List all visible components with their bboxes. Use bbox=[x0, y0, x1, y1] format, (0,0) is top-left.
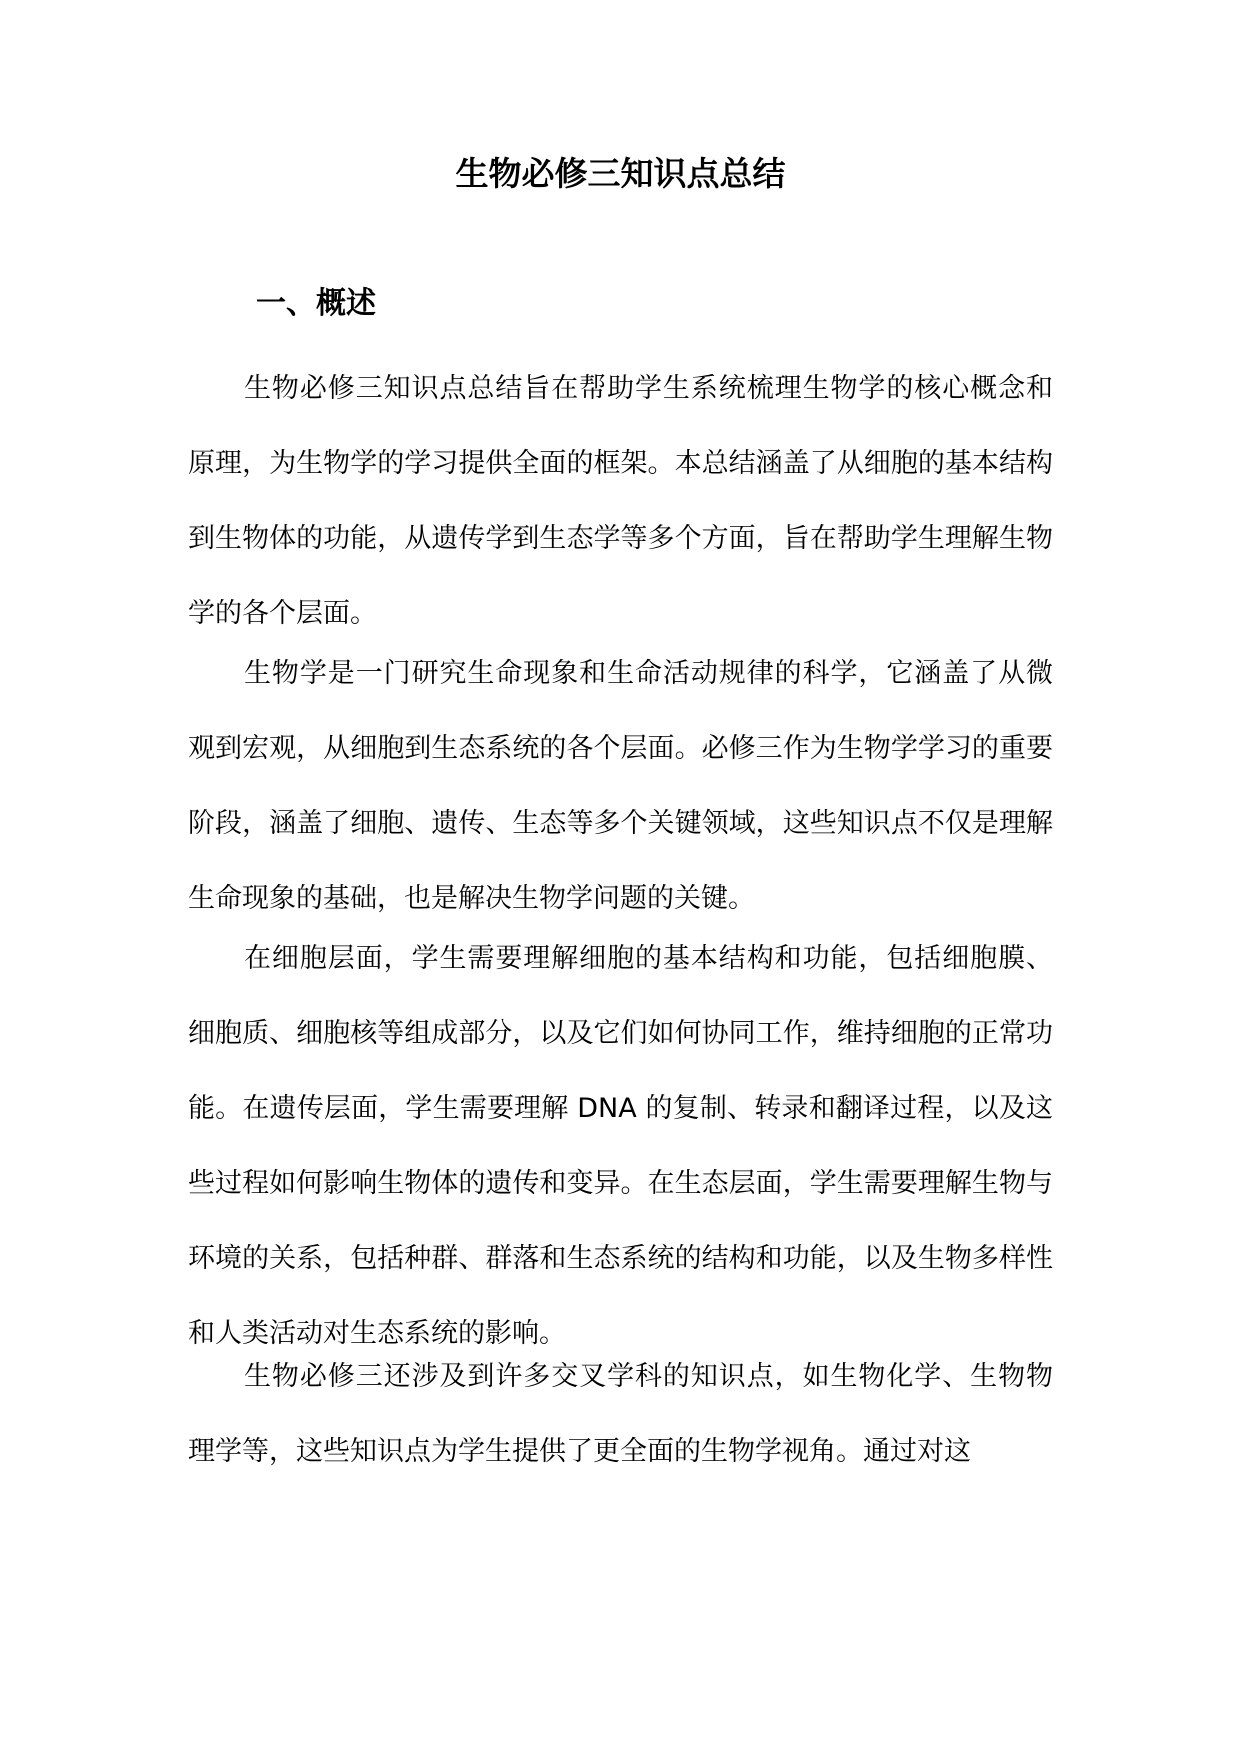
document-title: 生物必修三知识点总结 bbox=[455, 154, 786, 193]
paragraph-overview-4: 生物必修三还涉及到许多交叉学科的知识点，如生物化学、生物物理学等，这些知识点为学生提供了更全面的生物学视角。通过对这 bbox=[188, 1361, 1053, 1467]
paragraph-overview-2: 生物学是一门研究生命现象和生命活动规律的科学，它涵盖了从微观到宏观，从细胞到生态系统的各个层面。必修三作为生物学学习的重要阶段，涵盖了细胞、遗传、生态等多个关键领域，这些知识点不仅是理解生命现象的基础，也是解决生物学问题的关键。 bbox=[188, 658, 1053, 914]
paragraph-overview-3: 在细胞层面，学生需要理解细胞的基本结构和功能，包括细胞膜、细胞质、细胞核等组成部分，以及它们如何协同工作，维持细胞的正常功能。在遗传层面，学生需要理解 DNA 的复制、转录和翻译过程，以及这些过程如何影响生物体的遗传和变异。在生态层面，学生需要理解生物与环境的关系，包括种群、群落和生态系统的结构和功能，以及生物多样性和人类活动对生态系统的影响。 bbox=[188, 943, 1053, 1349]
section-heading: 一、概述 bbox=[256, 286, 376, 321]
paragraph-overview-1: 生物必修三知识点总结旨在帮助学生系统梳理生物学的核心概念和原理，为生物学的学习提供全面的框架。本总结涵盖了从细胞的基本结构到生物体的功能，从遗传学到生态学等多个方面，旨在帮助学生理解生物学的各个层面。 bbox=[188, 373, 1053, 629]
